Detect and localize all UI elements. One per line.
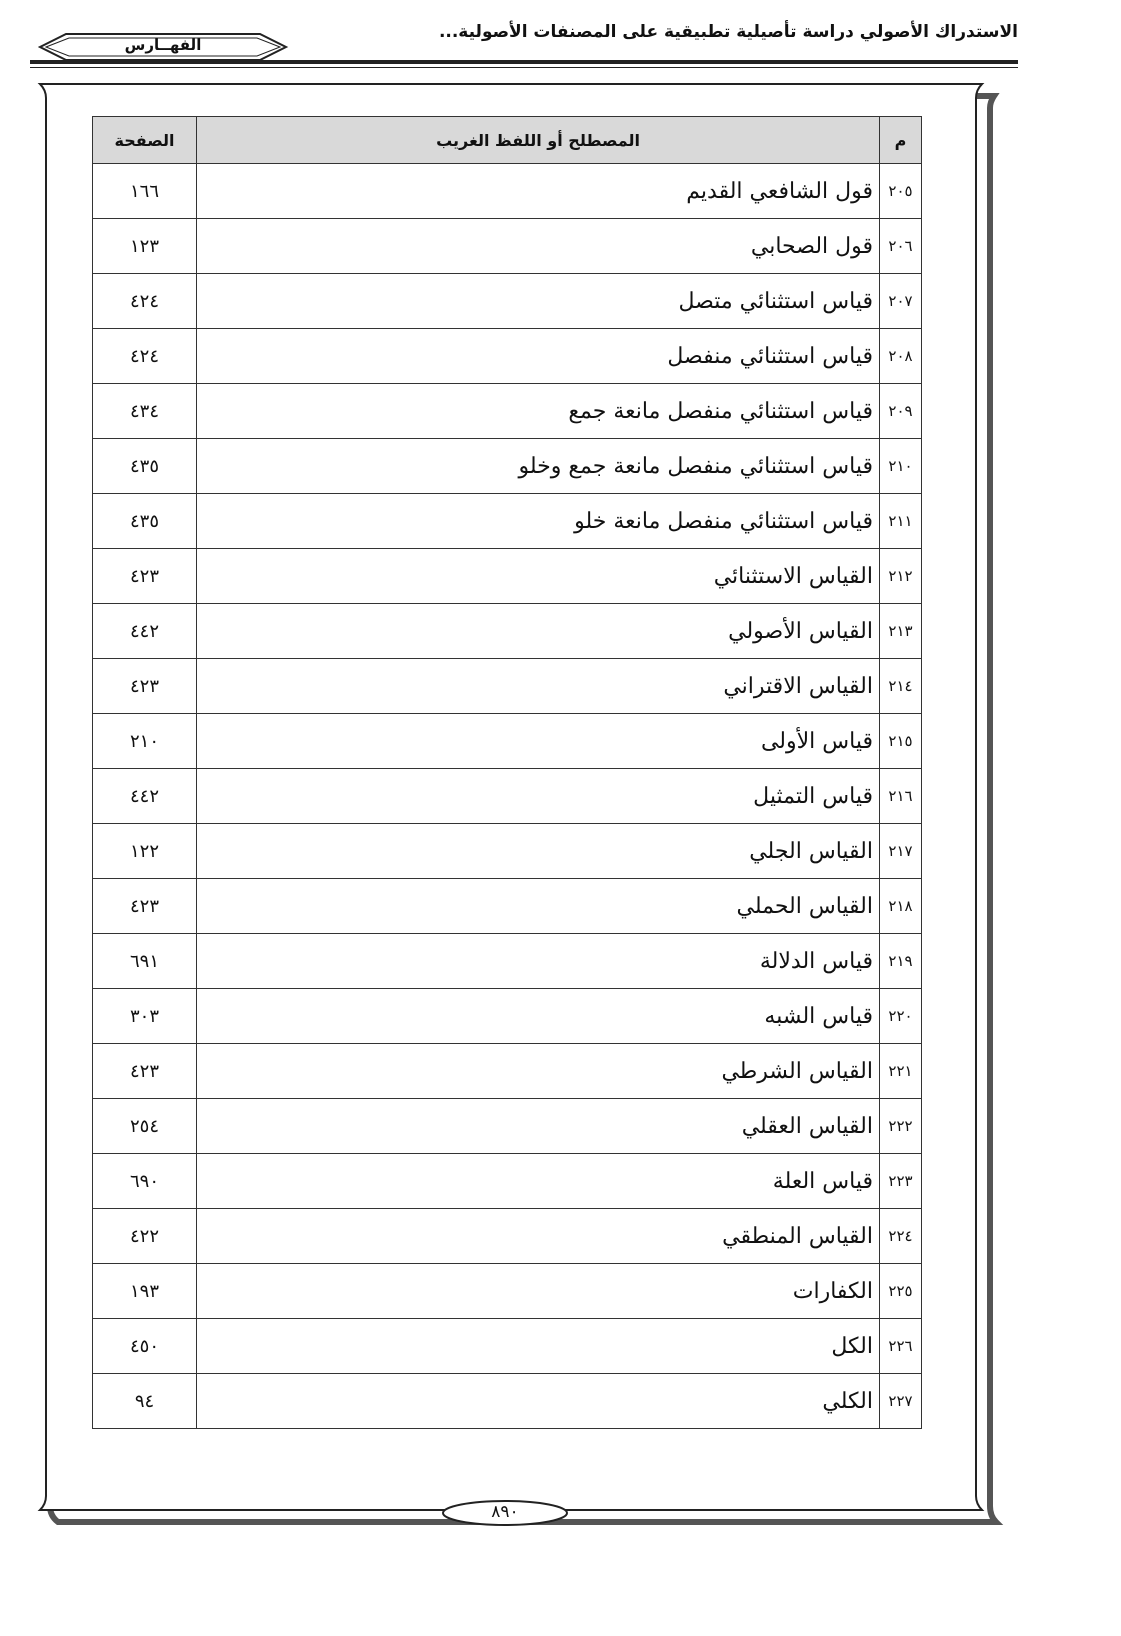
entry-number: ٢١٣ (880, 604, 922, 659)
entry-term: القياس المنطقي (197, 1209, 880, 1264)
entry-number: ٢٢٧ (880, 1374, 922, 1429)
entry-page: ٣٠٣ (93, 989, 197, 1044)
index-table (92, 116, 922, 1429)
entry-page: ٤٣٤ (93, 384, 197, 439)
header-term: المصطلح أو اللفظ الغريب (197, 117, 880, 164)
entry-term: القياس العقلي (197, 1099, 880, 1154)
entry-page: ١٢٢ (93, 824, 197, 879)
entry-term: القياس الحملي (197, 879, 880, 934)
header-page: الصفحة (93, 117, 197, 164)
entry-number: ٢١٤ (880, 659, 922, 714)
entry-term: قول الصحابي (197, 219, 880, 274)
entry-term: قول الشافعي القديم (197, 164, 880, 219)
entry-page: ٤٢٣ (93, 1044, 197, 1099)
table-row (93, 1154, 922, 1209)
entry-term: قياس التمثيل (197, 769, 880, 824)
section-label: الفهــارس (124, 36, 202, 54)
entry-number: ٢٠٥ (880, 164, 922, 219)
entry-number: ٢٠٧ (880, 274, 922, 329)
entry-page: ٢٥٤ (93, 1099, 197, 1154)
table-row (93, 439, 922, 494)
entry-number: ٢١٠ (880, 439, 922, 494)
entry-term: قياس استثنائي منفصل مانعة جمع وخلو (197, 439, 880, 494)
entry-term: الكفارات (197, 1264, 880, 1319)
entry-number: ٢١٧ (880, 824, 922, 879)
entry-term: قياس استثنائي منفصل (197, 329, 880, 384)
entry-page: ٦٩٠ (93, 1154, 197, 1209)
entry-page: ٤٥٠ (93, 1319, 197, 1374)
entry-number: ٢٠٦ (880, 219, 922, 274)
table-row (93, 1044, 922, 1099)
table-row (93, 329, 922, 384)
entry-term: الكل (197, 1319, 880, 1374)
entry-number: ٢٢٣ (880, 1154, 922, 1209)
entry-number: ٢٢٥ (880, 1264, 922, 1319)
entry-term: قياس استثنائي متصل (197, 274, 880, 329)
entry-number: ٢٢١ (880, 1044, 922, 1099)
table-row (93, 714, 922, 769)
entry-term: قياس استثنائي منفصل مانعة خلو (197, 494, 880, 549)
entry-number: ٢٢٠ (880, 989, 922, 1044)
entry-term: القياس الاقتراني (197, 659, 880, 714)
table-row (93, 384, 922, 439)
table-row (93, 1374, 922, 1429)
table-header-row (93, 117, 922, 164)
table-row (93, 989, 922, 1044)
table-row (93, 934, 922, 989)
table-row (93, 1264, 922, 1319)
entry-number: ٢٢٢ (880, 1099, 922, 1154)
entry-page: ٤٣٥ (93, 494, 197, 549)
entry-number: ٢٠٩ (880, 384, 922, 439)
table-row (93, 549, 922, 604)
table-row (93, 769, 922, 824)
entry-term: قياس الدلالة (197, 934, 880, 989)
entry-page: ٤٢٢ (93, 1209, 197, 1264)
page-number-badge (440, 1498, 570, 1528)
entry-number: ٢١٥ (880, 714, 922, 769)
entry-term: قياس العلة (197, 1154, 880, 1209)
entry-page: ٤٢٣ (93, 659, 197, 714)
entry-page: ٤٤٢ (93, 769, 197, 824)
table-row (93, 604, 922, 659)
entry-term: قياس الشبه (197, 989, 880, 1044)
entry-page: ٤٣٥ (93, 439, 197, 494)
entry-number: ٢٢٤ (880, 1209, 922, 1264)
table-row (93, 1319, 922, 1374)
entry-term: القياس الجلي (197, 824, 880, 879)
entry-page: ٤٢٣ (93, 879, 197, 934)
table-row (93, 164, 922, 219)
entry-number: ٢١٢ (880, 549, 922, 604)
table-row (93, 1099, 922, 1154)
table-body (93, 164, 922, 1429)
entry-number: ٢١٦ (880, 769, 922, 824)
entry-term: القياس الأصولي (197, 604, 880, 659)
entry-number: ٢٢٦ (880, 1319, 922, 1374)
entry-page: ٢١٠ (93, 714, 197, 769)
entry-page: ١٩٣ (93, 1264, 197, 1319)
entry-term: القياس الشرطي (197, 1044, 880, 1099)
entry-page: ٩٤ (93, 1374, 197, 1429)
book-title: الاستدراك الأصولي دراسة تأصيلية تطبيقية على المصنفات الأصولية... (438, 22, 1018, 42)
entry-term: القياس الاستثنائي (197, 549, 880, 604)
entry-page: ٤٤٢ (93, 604, 197, 659)
entry-number: ٢١٩ (880, 934, 922, 989)
table-row (93, 879, 922, 934)
table-row (93, 219, 922, 274)
entry-page: ٤٢٤ (93, 274, 197, 329)
table-row (93, 1209, 922, 1264)
entry-number: ٢١١ (880, 494, 922, 549)
table-row (93, 494, 922, 549)
entry-page: ٦٩١ (93, 934, 197, 989)
entry-term: قياس استثنائي منفصل مانعة جمع (197, 384, 880, 439)
table-row (93, 659, 922, 714)
table-row (93, 824, 922, 879)
entry-page: ٤٢٣ (93, 549, 197, 604)
entry-page: ٤٢٤ (93, 329, 197, 384)
entry-page: ١٢٣ (93, 219, 197, 274)
header-number: م (880, 117, 922, 164)
entry-term: الكلي (197, 1374, 880, 1429)
entry-term: قياس الأولى (197, 714, 880, 769)
entry-page: ١٦٦ (93, 164, 197, 219)
table-row (93, 274, 922, 329)
entry-number: ٢٠٨ (880, 329, 922, 384)
entry-number: ٢١٨ (880, 879, 922, 934)
page-number: ٨٩٠ (491, 1502, 519, 1522)
